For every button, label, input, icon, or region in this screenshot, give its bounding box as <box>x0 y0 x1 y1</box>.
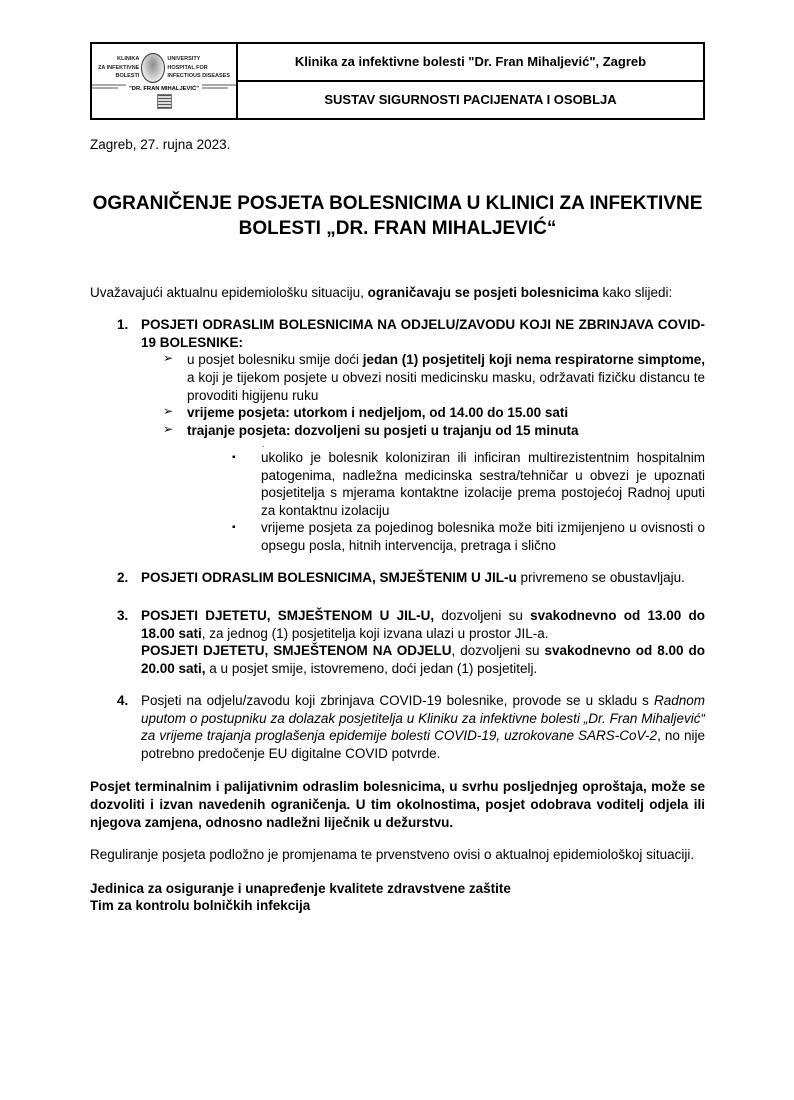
item-number: 1. <box>117 317 129 333</box>
square-bullet-2-text: vrijeme posjeta za pojedinog bolesnika može biti izmijenjeno u ovisnosti o opsegu posla, hitnih intervencija, pretraga i slično <box>261 520 705 553</box>
logo-right-text <box>167 55 230 80</box>
intro-bold: ograničavaju se posjeti bolesnicima <box>367 284 599 300</box>
item-number: 4. <box>117 693 129 709</box>
arrow-bullet-1 <box>163 351 705 404</box>
arrow-bullet-2-text: vrijeme posjeta: utorkom i nedjeljom, od 14.00 do 15.00 sati <box>187 405 569 421</box>
intro-paragraph <box>90 284 705 302</box>
signature-block <box>90 880 705 915</box>
item-2-text: POSJETI ODRASLIM BOLESNICIMA, SMJEŠTENIM U JIL-u privremeno se obustavljaju. <box>141 570 685 586</box>
logo-left-line: BOLESTI <box>115 72 140 79</box>
logo-address-row <box>92 84 236 94</box>
signature-line-1: Jedinica za osiguranje i unapređenje kvalitete zdravstvene zaštite <box>90 880 511 896</box>
list-item-4 <box>117 692 705 762</box>
square-bullet-icon: ▪ <box>232 522 236 534</box>
signature-line-2: Tim za kontrolu bolničkih infekcija <box>90 898 311 914</box>
logo-right-line: INFECTIOUS DISEASES <box>167 72 230 79</box>
arrow-bullet-1-text: u posjet bolesniku smije doći jedan (1) posjetitelj koji nema respiratorne simptome, a koji je tijekom posjete u obvezi nositi medicinsku masku, održavati fizičku distancu te provoditi higijenu ruku <box>187 352 705 403</box>
list-item-3 <box>117 607 705 677</box>
item-number: 3. <box>117 608 129 624</box>
org-title: Klinika za infektivne bolesti "Dr. Fran Mihaljević", Zagreb <box>238 44 703 82</box>
date-line: Zagreb, 27. rujna 2023. <box>90 137 231 152</box>
intro-pre: Uvažavajući aktualnu epidemiološku situaciju, <box>90 284 368 300</box>
logo-cell <box>92 44 238 118</box>
list-item-2 <box>117 569 705 587</box>
stray-period: . <box>262 439 265 450</box>
square-bullet-1 <box>232 449 705 519</box>
item-1-heading: POSJETI ODRASLIM BOLESNICIMA NA ODJELU/ZAVODU KOJI NE ZBRINJAVA COVID-19 BOLESNIKE: <box>141 317 705 350</box>
arrow-bullet-3 <box>163 422 705 440</box>
regulation-paragraph: Reguliranje posjeta podložno je promjenama te prvenstveno ovisi o aktualnoj epidemiološkoj situaciji. <box>90 847 695 863</box>
terminal-patients-paragraph: Posjet terminalnim i palijativnim odraslim bolesnicima, u svrhu posljednjeg oproštaja, može se dozvoliti i izvan navedenih ograničenja. U tim okolnostima, posjet odobrava voditelj odjela ili njegova zamjena, odnosno nadležni liječnik u dežurstvu. <box>90 779 705 830</box>
system-title: SUSTAV SIGURNOSTI PACIJENATA I OSOBLJA <box>324 91 617 107</box>
item-4-text: Posjeti na odjelu/zavodu koji zbrinjava COVID-19 bolesnike, provode se u skladu s Radnom uputom o postupniku za dolazak posjetitelja u Kliniku za infektivne bolesti „Dr. Fran Mihaljević“ za vrijeme trajanja proglašenja epidemije bolesti COVID-19, uzrokovane SARS-CoV-2, no nije potrebno predočenje EU digitalne COVID potvrde. <box>141 693 705 761</box>
clinic-logo <box>97 53 231 110</box>
arrow-bullet-icon: ➢ <box>163 351 174 366</box>
arrow-bullet-3-text: trajanje posjeta: dozvoljeni su posjeti u trajanju od 15 minuta <box>187 422 579 438</box>
address-left <box>92 84 126 90</box>
item-number: 2. <box>117 570 129 586</box>
logo-left-text <box>98 55 139 80</box>
logo-top-row <box>98 53 230 83</box>
logo-name-line: "DR. FRAN MIHALJEVIĆ" <box>129 85 199 92</box>
address-right <box>202 84 236 90</box>
header-title-cell <box>238 44 703 118</box>
item-3-text: POSJETI DJETETU, SMJEŠTENOM U JIL-U, dozvoljeni su svakodnevno od 13.00 do 18.00 sati, za jednog (1) posjetitelja koji izvana ulazi u prostor JIL-a. POSJETI DJETETU, SMJEŠTENOM NA ODJELU, dozvoljeni su svakodnevno od 8.00 do 20.00 sati, a u posjet smije, istovremeno, doći jedan (1) posjetitelj. <box>141 608 705 676</box>
logo-left-line: ZA INFEKTIVNE <box>97 64 140 71</box>
intro-post: kako slijedi: <box>598 284 673 300</box>
square-bullet-1-text: ukoliko je bolesnik koloniziran ili inficiran multirezistentnim hospitalnim patogenima, nadležna medicinska sestra/tehničar u obvezi je upoznati posjetitelja s mjerama kontaktne izolacije prema postojećoj Radnoj uputi za kontaktnu izolaciju <box>261 450 705 518</box>
emblem-icon <box>157 94 172 109</box>
page-title: OGRANIČENJE POSJETA BOLESNICIMA U KLINICI ZA INFEKTIVNE BOLESTI „DR. FRAN MIHALJEVIĆ“ <box>92 192 703 240</box>
logo-right-line: HOSPITAL FOR <box>167 64 208 71</box>
header-table <box>90 42 705 120</box>
square-bullet-2 <box>232 519 705 554</box>
logo-left-line: KLINIKA <box>117 56 140 63</box>
portrait-oval-icon <box>141 53 165 83</box>
list-item-1 <box>117 316 705 351</box>
work-instruction-reference: Radnom uputom o postupniku za dolazak posjetitelja u Kliniku za infektivne bolesti „Dr. Fran Mihaljević“ za vrijeme trajanja proglašenja epidemije bolesti COVID-19, uzrokovane SARS-CoV-2 <box>141 693 705 744</box>
arrow-bullet-2 <box>163 404 705 422</box>
square-bullet-icon: ▪ <box>232 452 236 464</box>
logo-right-line: UNIVERSITY <box>167 56 201 63</box>
arrow-bullet-icon: ➢ <box>163 421 174 436</box>
arrow-bullet-icon: ➢ <box>163 404 174 419</box>
